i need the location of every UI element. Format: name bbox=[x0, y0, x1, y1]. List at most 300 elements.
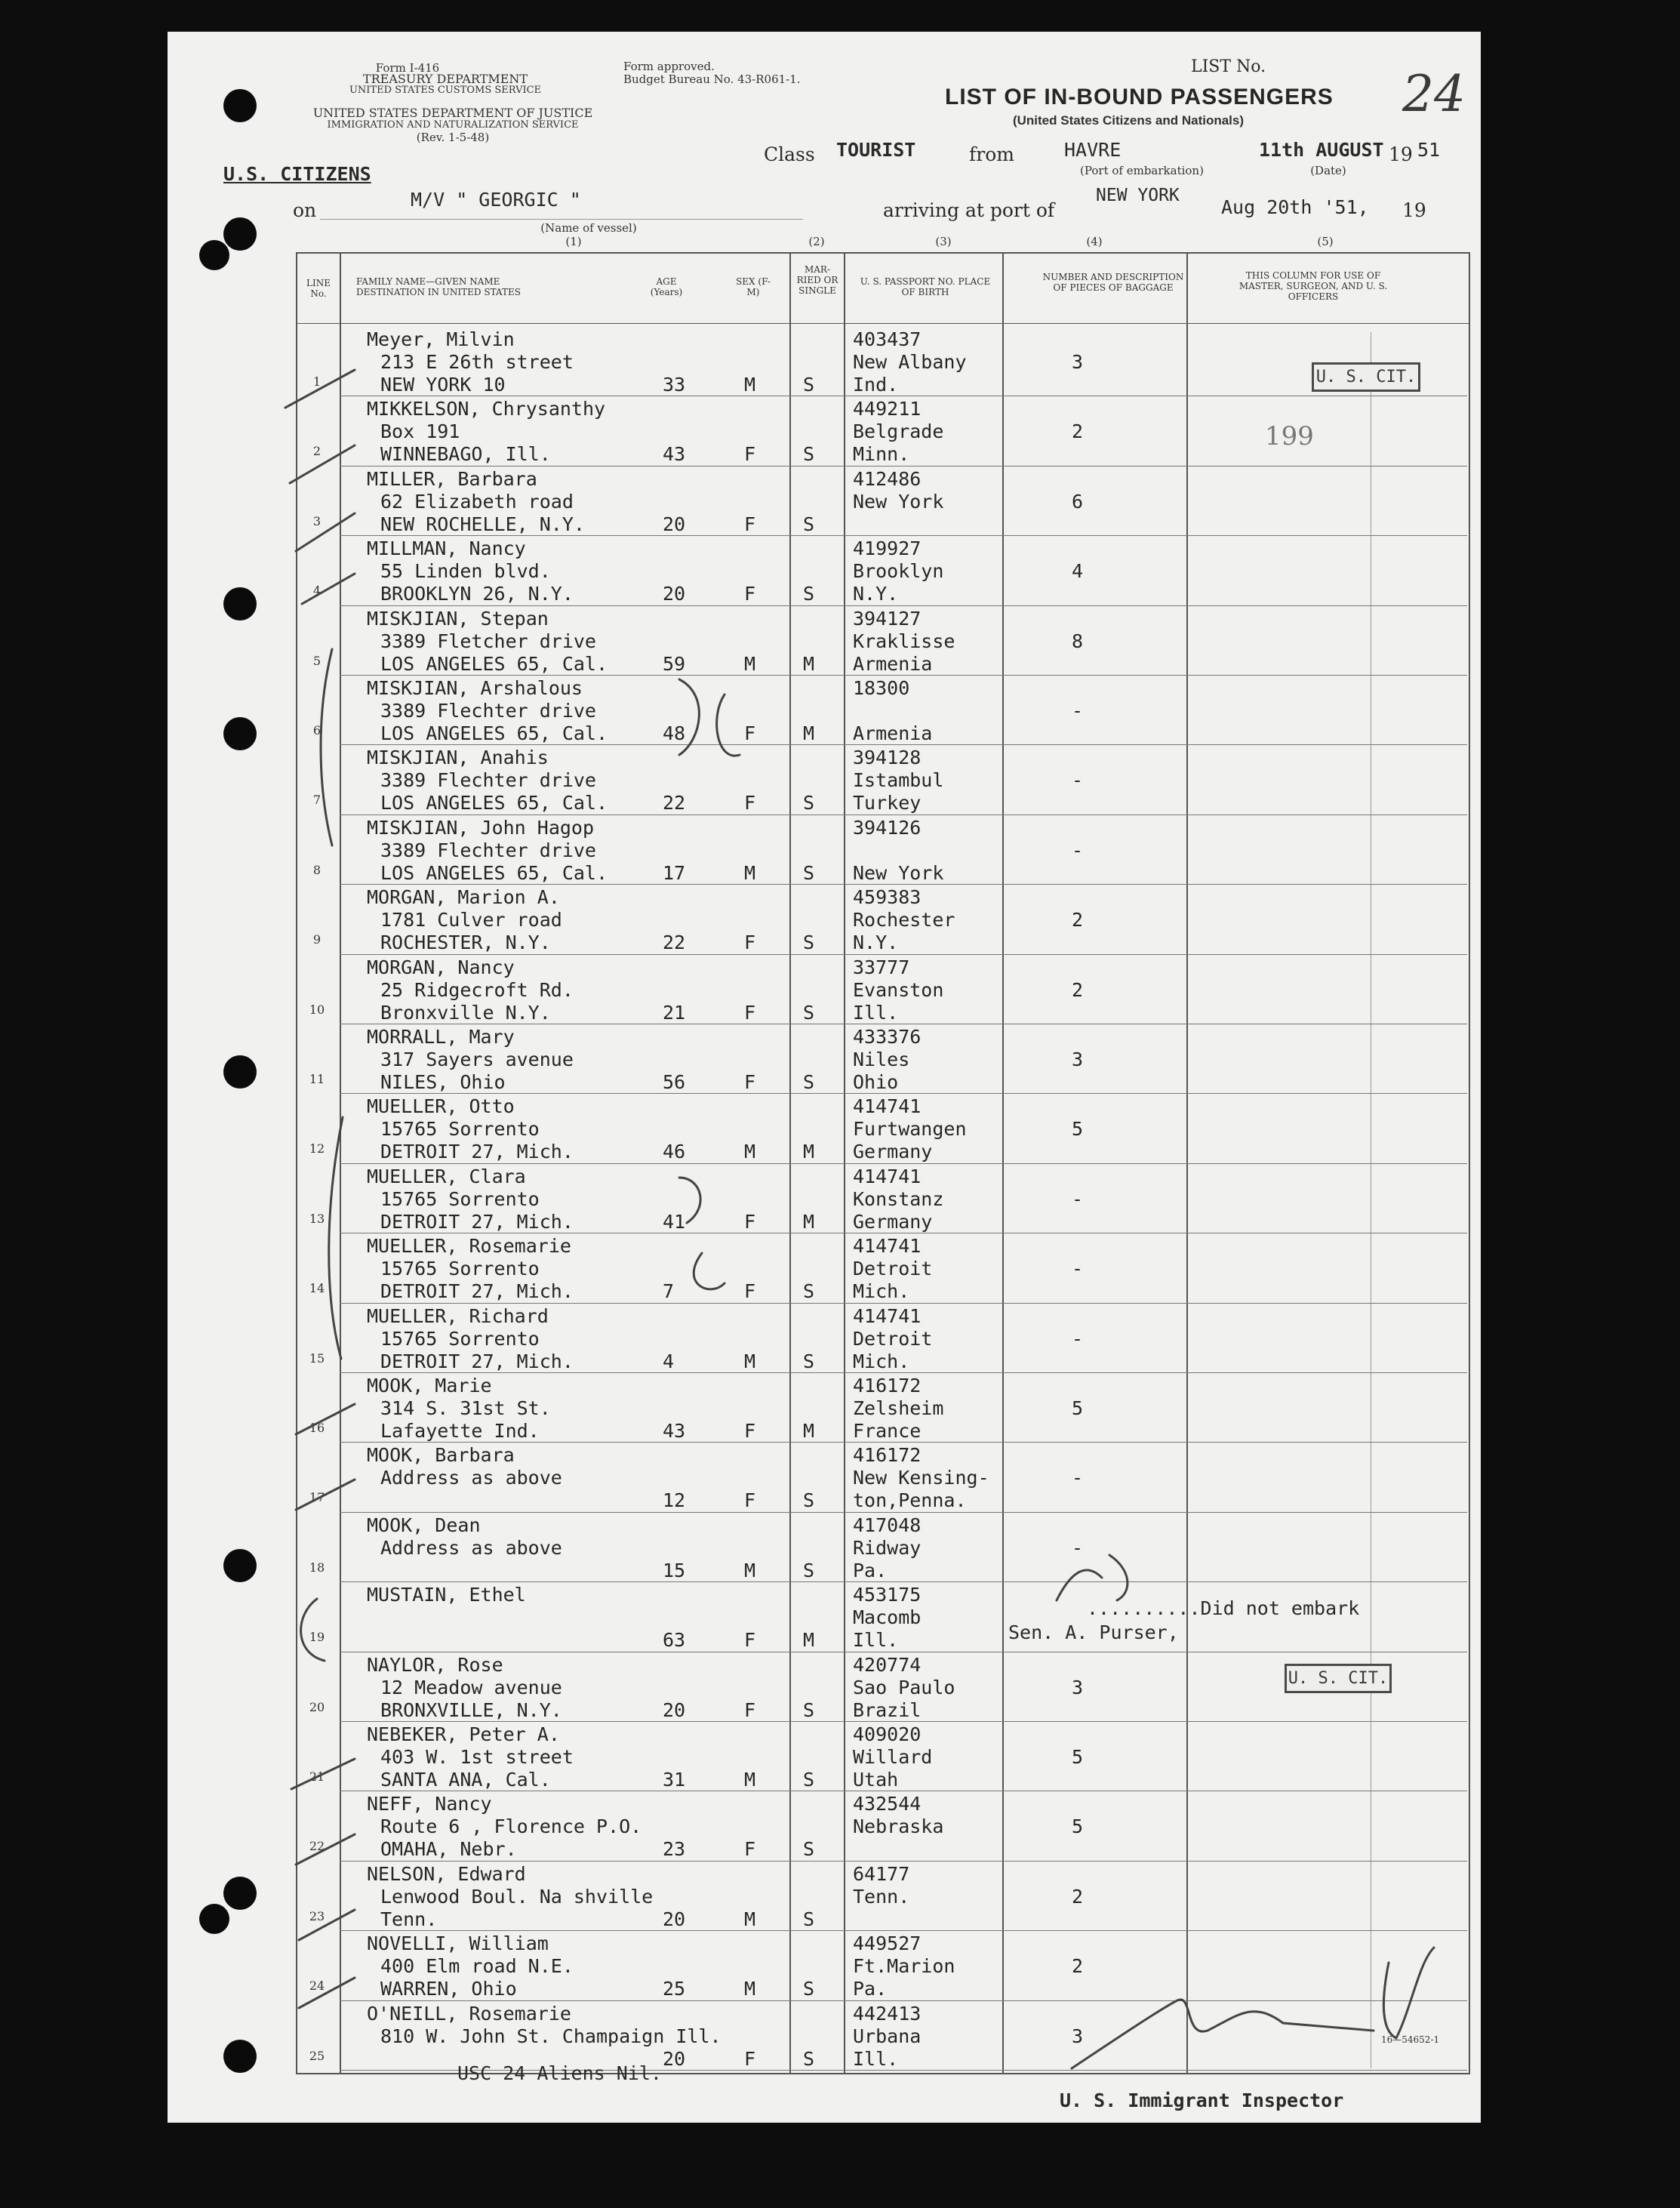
line-number: 5 bbox=[312, 653, 322, 668]
line-number: 16 bbox=[309, 1421, 325, 1435]
passport-number: 414741 bbox=[853, 1304, 922, 1327]
passport-number: 403437 bbox=[853, 328, 922, 350]
birthplace-line-1: New Albany bbox=[853, 351, 967, 373]
sex: F bbox=[744, 583, 756, 605]
age: 12 bbox=[663, 1489, 686, 1512]
birthplace-line-1: Istambul bbox=[853, 769, 944, 792]
birthplace-line-1: Tenn. bbox=[853, 1885, 910, 1908]
revision: (Rev. 1-5-48) bbox=[416, 131, 490, 144]
birthplace-line-2: Minn. bbox=[853, 443, 910, 466]
passport-number: 416172 bbox=[853, 1375, 922, 1397]
passenger-name: O'NEILL, Rosemarie bbox=[367, 2002, 571, 2025]
address-line-2: BRONXVILLE, N.Y. bbox=[380, 1698, 562, 1721]
marital-status: S bbox=[803, 1001, 815, 1024]
line-number: 1 bbox=[312, 374, 322, 389]
passport-number: 394127 bbox=[853, 607, 922, 630]
passport-number: 64177 bbox=[853, 1862, 910, 1885]
marital-status: S bbox=[803, 1769, 815, 1791]
passenger-name: MIKKELSON, Chrysanthy bbox=[367, 398, 606, 420]
passport-number: 414741 bbox=[853, 1235, 922, 1258]
sex: F bbox=[744, 1420, 756, 1442]
address-line-2: NEW YORK 10 bbox=[380, 374, 506, 396]
passport-number: 412486 bbox=[853, 467, 922, 490]
year-value: 51 bbox=[1417, 139, 1441, 161]
tick-mark bbox=[296, 513, 355, 551]
address-line-2: LOS ANGELES 65, Cal. bbox=[380, 861, 608, 884]
baggage-count: 5 bbox=[1072, 1118, 1084, 1141]
baggage-count: - bbox=[1072, 1536, 1084, 1559]
line-number: 23 bbox=[309, 1908, 325, 1923]
address-line-1: Route 6 , Florence P.O. bbox=[380, 1815, 642, 1838]
line-number: 18 bbox=[309, 1560, 325, 1575]
bracket-mark bbox=[329, 1117, 343, 1359]
birthplace-line-2: Ohio bbox=[853, 1071, 899, 1093]
address-line-1: Address as above bbox=[380, 1467, 562, 1489]
age: 31 bbox=[663, 1769, 686, 1791]
baggage-count: 5 bbox=[1072, 1397, 1084, 1419]
baggage-count: 6 bbox=[1072, 490, 1084, 513]
initials bbox=[1057, 1555, 1128, 1600]
baggage-count: 3 bbox=[1072, 351, 1084, 373]
us-citizen-stamp: U. S. CIT. bbox=[1312, 362, 1420, 392]
age: 33 bbox=[663, 374, 686, 396]
marital-status: M bbox=[803, 1141, 815, 1163]
us-citizen-stamp: U. S. CIT. bbox=[1285, 1664, 1392, 1693]
passenger-name: NAYLOR, Rose bbox=[367, 1653, 503, 1676]
birthplace-line-1: Willard bbox=[853, 1746, 933, 1768]
page-title: LIST OF IN-BOUND PASSENGERS bbox=[945, 85, 1334, 109]
sex: F bbox=[744, 792, 756, 815]
passport-number: 419927 bbox=[853, 537, 922, 560]
line-number: 22 bbox=[309, 1839, 325, 1854]
passport-number: 442413 bbox=[853, 2002, 922, 2025]
sex: F bbox=[744, 1001, 756, 1024]
baggage-count: 2 bbox=[1072, 1885, 1084, 1908]
ins-service: IMMIGRATION AND NATURALIZATION SERVICE bbox=[327, 119, 579, 131]
passenger-name: MISKJIAN, Arshalous bbox=[367, 677, 583, 699]
passenger-name: MOOK, Marie bbox=[367, 1375, 492, 1397]
passport-number: 416172 bbox=[853, 1444, 922, 1467]
from-label: from bbox=[969, 143, 1014, 165]
passenger-name: MOOK, Dean bbox=[367, 1514, 481, 1536]
address-line-2: WARREN, Ohio bbox=[380, 1978, 517, 2000]
marital-status: M bbox=[803, 1629, 815, 1652]
col-sex: SEX (F-M) bbox=[736, 276, 771, 297]
address-line-1: 3389 Fletcher drive bbox=[380, 630, 596, 652]
address-line-2: LOS ANGELES 65, Cal. bbox=[380, 722, 608, 744]
baggage-count: 5 bbox=[1072, 1815, 1084, 1838]
tick-mark bbox=[290, 445, 355, 483]
embark-date: 11th AUGUST bbox=[1259, 139, 1384, 161]
age: 17 bbox=[663, 861, 686, 884]
age: 20 bbox=[663, 513, 686, 535]
form-code: 16—54652-1 bbox=[1381, 2034, 1440, 2045]
bracket-mark bbox=[321, 649, 332, 845]
age: 56 bbox=[663, 1071, 686, 1093]
customs-service: UNITED STATES CUSTOMS SERVICE bbox=[349, 85, 542, 96]
birthplace-line-2: Armenia bbox=[853, 722, 933, 744]
address-line-1: 317 Sayers avenue bbox=[380, 1049, 574, 1070]
passport-number: 409020 bbox=[853, 1723, 922, 1745]
baggage-count: - bbox=[1072, 1258, 1084, 1280]
marital-status: M bbox=[803, 1210, 815, 1233]
birthplace-line-1: New York bbox=[853, 490, 944, 513]
birthplace-line-1: Niles bbox=[853, 1049, 910, 1070]
signature bbox=[1072, 2000, 1374, 2068]
list-number-value: 24 bbox=[1402, 65, 1466, 123]
line-number: 8 bbox=[312, 862, 322, 877]
arrival-date: Aug 20th '51, bbox=[1221, 196, 1369, 218]
passenger-name: MISKJIAN, Stepan bbox=[367, 607, 549, 630]
baggage-count: - bbox=[1072, 839, 1084, 861]
tick-mark bbox=[299, 1978, 355, 2008]
birthplace-line-1: Rochester bbox=[853, 909, 955, 932]
line-number: 21 bbox=[309, 1769, 325, 1784]
circle-mark bbox=[301, 1599, 325, 1661]
passenger-name: NEBEKER, Peter A. bbox=[367, 1723, 560, 1745]
sex: F bbox=[744, 1629, 756, 1652]
birthplace-line-1: Detroit bbox=[853, 1327, 933, 1350]
baggage-count: 2 bbox=[1072, 978, 1084, 1001]
line-number: 13 bbox=[309, 1211, 325, 1226]
address-line-1: 3389 Flechter drive bbox=[380, 839, 596, 861]
birthplace-line-1: Konstanz bbox=[853, 1187, 944, 1210]
passport-number: 394126 bbox=[853, 816, 922, 839]
birthplace-line-2: Mich. bbox=[853, 1350, 910, 1372]
address-line-2: Bronxville N.Y. bbox=[380, 1001, 551, 1024]
address-line-1: 314 S. 31st St. bbox=[380, 1397, 551, 1419]
col-baggage: NUMBER AND DESCRIPTION OF PIECES OF BAGGAGE bbox=[1042, 272, 1184, 293]
age: 20 bbox=[663, 1698, 686, 1721]
birthplace-line-2: France bbox=[853, 1420, 922, 1442]
passport-number: 33777 bbox=[853, 956, 910, 978]
marital-status: S bbox=[803, 583, 815, 605]
address-line-1: 400 Elm road N.E. bbox=[380, 1955, 574, 1978]
birthplace-line-2: N.Y. bbox=[853, 932, 899, 954]
sex: F bbox=[744, 1210, 756, 1233]
birthplace-line-2: Pa. bbox=[853, 1559, 888, 1581]
address-line-1: 15765 Sorrento bbox=[380, 1258, 540, 1280]
passport-number: 414741 bbox=[853, 1095, 922, 1118]
baggage-count: 8 bbox=[1072, 630, 1084, 652]
address-line-1: 810 W. John St. Champaign Ill. bbox=[380, 2025, 722, 2047]
on-label: on bbox=[293, 199, 317, 221]
birthplace-line-1: Kraklisse bbox=[853, 630, 955, 652]
marital-status: S bbox=[803, 1350, 815, 1372]
footer-totals: USC 24 Aliens Nil. bbox=[457, 2062, 662, 2084]
justice-dept: UNITED STATES DEPARTMENT OF JUSTICE bbox=[312, 106, 593, 120]
sex: F bbox=[744, 1489, 756, 1512]
passenger-name: MUELLER, Rosemarie bbox=[367, 1235, 571, 1258]
baggage-count: 3 bbox=[1072, 2025, 1084, 2047]
col-5-num: (5) bbox=[1317, 235, 1334, 248]
passport-number: 459383 bbox=[853, 886, 922, 909]
sex: F bbox=[744, 1280, 756, 1303]
address-line-2: DETROIT 27, Mich. bbox=[380, 1350, 574, 1372]
birthplace-line-1: Zelsheim bbox=[853, 1397, 944, 1419]
age: 48 bbox=[663, 722, 686, 744]
col-1-num: (1) bbox=[565, 235, 582, 248]
passenger-name: NELSON, Edward bbox=[367, 1862, 526, 1885]
passport-number: 18300 bbox=[853, 677, 910, 699]
sex: F bbox=[744, 2047, 756, 2070]
address-line-2: DETROIT 27, Mich. bbox=[380, 1210, 574, 1233]
line-number: 11 bbox=[309, 1072, 325, 1086]
birthplace-line-1: Ridway bbox=[853, 1536, 922, 1559]
baggage-count: 3 bbox=[1072, 1676, 1084, 1698]
age: 41 bbox=[663, 1210, 686, 1233]
list-number-label: LIST No. bbox=[1191, 57, 1266, 76]
page-subtitle: (United States Citizens and Nationals) bbox=[1012, 113, 1245, 128]
line-number: 2 bbox=[312, 444, 322, 459]
did-not-embark-note: ..........Did not embark bbox=[1087, 1597, 1360, 1619]
tick-mark bbox=[296, 1480, 355, 1510]
birthplace-line-2: Germany bbox=[853, 1210, 933, 1233]
baggage-count: 5 bbox=[1072, 1746, 1084, 1768]
line-number: 14 bbox=[309, 1281, 325, 1296]
baggage-count: - bbox=[1072, 769, 1084, 792]
birthplace-line-1: Detroit bbox=[853, 1258, 933, 1280]
col-officers: THIS COLUMN FOR USE OF MASTER, SURGEON, AND U. S. OFFICERS bbox=[1238, 270, 1388, 302]
address-line-2: Lafayette Ind. bbox=[380, 1420, 540, 1442]
line-number: 6 bbox=[312, 723, 322, 738]
sex: M bbox=[744, 374, 756, 396]
address-line-1: 55 Linden blvd. bbox=[380, 560, 551, 583]
baggage-count: 4 bbox=[1072, 560, 1084, 583]
baggage-count: 2 bbox=[1072, 909, 1084, 932]
marital-status: S bbox=[803, 1071, 815, 1093]
line-number: 20 bbox=[309, 1699, 325, 1714]
arrival-port: NEW YORK bbox=[1096, 186, 1180, 205]
birthplace-line-1: Brooklyn bbox=[853, 560, 944, 583]
age: 20 bbox=[663, 1908, 686, 1930]
sex: M bbox=[744, 1141, 756, 1163]
line-number: 9 bbox=[312, 932, 322, 947]
marital-status: M bbox=[803, 652, 815, 675]
class-value: TOURIST bbox=[836, 139, 916, 161]
address-line-1: 3389 Flechter drive bbox=[380, 700, 596, 722]
tick-mark bbox=[299, 1910, 355, 1940]
marital-status: S bbox=[803, 1908, 815, 1930]
passenger-name: MORGAN, Marion A. bbox=[367, 886, 560, 909]
sex: F bbox=[744, 1698, 756, 1721]
marital-status: S bbox=[803, 1978, 815, 2000]
address-line-2: DETROIT 27, Mich. bbox=[380, 1280, 574, 1303]
baggage-count: - bbox=[1072, 1467, 1084, 1489]
line-number: 25 bbox=[309, 2048, 325, 2063]
marital-status: M bbox=[803, 1420, 815, 1442]
form-approved: Form approved. bbox=[623, 60, 715, 73]
passenger-name: Meyer, Milvin bbox=[367, 328, 515, 350]
signature bbox=[1383, 1948, 1434, 2038]
address-line-2: OMAHA, Nebr. bbox=[380, 1838, 517, 1861]
birthplace-line-2: Pa. bbox=[853, 1978, 888, 2000]
line-number: 3 bbox=[312, 513, 322, 528]
sex: F bbox=[744, 722, 756, 744]
passport-number: 394128 bbox=[853, 747, 922, 769]
birthplace-line-2: Germany bbox=[853, 1141, 933, 1163]
address-line-2: BROOKLYN 26, N.Y. bbox=[380, 583, 574, 605]
passenger-name: MUELLER, Clara bbox=[367, 1165, 526, 1187]
col-4-num: (4) bbox=[1086, 235, 1103, 248]
address-line-2: Tenn. bbox=[380, 1908, 438, 1930]
line-number: 7 bbox=[312, 793, 322, 808]
age: 20 bbox=[663, 2047, 686, 2070]
address-line-2: ROCHESTER, N.Y. bbox=[380, 932, 551, 954]
passenger-name: MISKJIAN, John Hagop bbox=[367, 816, 595, 839]
passport-number: 417048 bbox=[853, 1514, 922, 1536]
address-line-2: NILES, Ohio bbox=[380, 1071, 506, 1093]
age: 21 bbox=[663, 1001, 686, 1024]
birthplace-line-1: Belgrade bbox=[853, 420, 944, 443]
passport-number: 449211 bbox=[853, 398, 922, 420]
passenger-name: MUELLER, Otto bbox=[367, 1095, 515, 1118]
passport-number: 432544 bbox=[853, 1793, 922, 1815]
birthplace-line-1: Nebraska bbox=[853, 1815, 944, 1838]
address-line-1: 15765 Sorrento bbox=[380, 1327, 540, 1350]
address-line-2: SANTA ANA, Cal. bbox=[380, 1769, 551, 1791]
senior-purser-note: Sen. A. Purser, bbox=[1008, 1621, 1179, 1643]
birthplace-line-2: Utah bbox=[853, 1769, 899, 1791]
col-name-destination: FAMILY NAME—GIVEN NAME DESTINATION IN UNITED STATES bbox=[356, 276, 521, 297]
marital-status: S bbox=[803, 513, 815, 535]
budget-bureau: Budget Bureau No. 43-R061-1. bbox=[623, 72, 801, 86]
marital-status: S bbox=[803, 374, 815, 396]
age: 4 bbox=[663, 1350, 675, 1372]
age: 23 bbox=[663, 1838, 686, 1861]
vessel-name: M/V " GEORGIC " bbox=[411, 189, 581, 211]
birthplace-line-1: New Kensing- bbox=[853, 1467, 989, 1489]
tick-mark bbox=[302, 574, 355, 604]
arriving-label: arriving at port of bbox=[883, 199, 1055, 221]
col-3-num: (3) bbox=[935, 235, 952, 248]
sex: M bbox=[744, 1769, 756, 1791]
line-number: 4 bbox=[312, 584, 322, 599]
sex: F bbox=[744, 932, 756, 954]
birthplace-line-2: ton,Penna. bbox=[853, 1489, 967, 1512]
line-number: 24 bbox=[309, 1979, 325, 1994]
age: 20 bbox=[663, 583, 686, 605]
baggage-count: 3 bbox=[1072, 1049, 1084, 1070]
age: 63 bbox=[663, 1629, 686, 1652]
count-199: 199 bbox=[1265, 421, 1314, 451]
marital-status: S bbox=[803, 1698, 815, 1721]
vessel-note: (Name of vessel) bbox=[540, 221, 637, 235]
age: 22 bbox=[663, 792, 686, 815]
passenger-name: MUELLER, Richard bbox=[367, 1304, 549, 1327]
address-line-2: LOS ANGELES 65, Cal. bbox=[380, 652, 608, 675]
arrival-year-prefix: 19 bbox=[1402, 199, 1426, 221]
address-line-1: 15765 Sorrento bbox=[380, 1118, 540, 1141]
passenger-name: MOOK, Barbara bbox=[367, 1444, 515, 1467]
passenger-name: MUSTAIN, Ethel bbox=[367, 1584, 526, 1606]
birthplace-line-2: N.Y. bbox=[853, 583, 899, 605]
passport-number: 414741 bbox=[853, 1165, 922, 1187]
birthplace-line-2: Mich. bbox=[853, 1280, 910, 1303]
col-passport: U. S. PASSPORT NO. PLACE OF BIRTH bbox=[860, 276, 991, 297]
year-prefix: 19 bbox=[1389, 143, 1413, 165]
address-line-1: Address as above bbox=[380, 1536, 562, 1559]
address-line-1: 1781 Culver road bbox=[380, 909, 562, 932]
passport-number: 433376 bbox=[853, 1026, 922, 1048]
passenger-name: NOVELLI, William bbox=[367, 1932, 549, 1955]
marital-status: S bbox=[803, 2047, 815, 2070]
passenger-name: MILLER, Barbara bbox=[367, 467, 537, 490]
tick-mark bbox=[291, 1759, 355, 1789]
sex: M bbox=[744, 861, 756, 884]
address-line-1: Box 191 bbox=[380, 420, 460, 443]
tick-mark bbox=[285, 370, 355, 408]
address-line-1: 213 E 26th street bbox=[380, 351, 574, 373]
marital-status: S bbox=[803, 1838, 815, 1861]
marital-status: S bbox=[803, 861, 815, 884]
address-line-1: 403 W. 1st street bbox=[380, 1746, 574, 1768]
marital-status: M bbox=[803, 722, 815, 744]
marital-status: S bbox=[803, 792, 815, 815]
birthplace-line-2: Brazil bbox=[853, 1698, 922, 1721]
passenger-name: NEFF, Nancy bbox=[367, 1793, 492, 1815]
col-married: MAR-RIED OR SINGLE bbox=[796, 264, 838, 296]
form-number: Form I-416 bbox=[375, 61, 440, 75]
baggage-count: - bbox=[1072, 700, 1084, 722]
birthplace-line-1: Macomb bbox=[853, 1606, 922, 1629]
sex: M bbox=[744, 652, 756, 675]
col-age: AGE (Years) bbox=[650, 276, 683, 297]
sex: F bbox=[744, 513, 756, 535]
marital-status: S bbox=[803, 443, 815, 466]
passport-number: 453175 bbox=[853, 1584, 922, 1606]
sex: M bbox=[744, 1978, 756, 2000]
address-line-2: NEW ROCHELLE, N.Y. bbox=[380, 513, 585, 535]
embark-port: HAVRE bbox=[1064, 139, 1122, 161]
birthplace-line-1: Evanston bbox=[853, 978, 944, 1001]
age: 15 bbox=[663, 1559, 686, 1581]
age: 43 bbox=[663, 443, 686, 466]
line-number: 12 bbox=[309, 1141, 325, 1156]
birthplace-line-1: Sao Paulo bbox=[853, 1676, 955, 1698]
tick-mark bbox=[296, 1834, 355, 1865]
address-line-1: 15765 Sorrento bbox=[380, 1187, 540, 1210]
inspector-label: U. S. Immigrant Inspector bbox=[1060, 2089, 1344, 2111]
date-note: (Date) bbox=[1310, 164, 1346, 177]
address-line-2: WINNEBAGO, Ill. bbox=[380, 443, 551, 466]
marital-status: S bbox=[803, 932, 815, 954]
baggage-count: - bbox=[1072, 1327, 1084, 1350]
age: 22 bbox=[663, 932, 686, 954]
passenger-name: MORRALL, Mary bbox=[367, 1026, 515, 1048]
us-citizens-label: U.S. CITIZENS bbox=[223, 163, 371, 185]
birthplace-line-2: Ill. bbox=[853, 1001, 899, 1024]
baggage-count: - bbox=[1072, 1187, 1084, 1210]
passport-number: 420774 bbox=[853, 1653, 922, 1676]
address-line-1: 3389 Flechter drive bbox=[380, 769, 596, 792]
birthplace-line-2: New York bbox=[853, 861, 944, 884]
class-label: Class bbox=[764, 143, 815, 165]
address-line-1: 12 Meadow avenue bbox=[380, 1676, 562, 1698]
birthplace-line-1: Ft.Marion bbox=[853, 1955, 955, 1978]
line-number: 10 bbox=[309, 1002, 325, 1017]
age: 43 bbox=[663, 1420, 686, 1442]
marital-status: S bbox=[803, 1559, 815, 1581]
initials bbox=[679, 679, 740, 756]
baggage-count: 2 bbox=[1072, 420, 1084, 443]
address-line-2: DETROIT 27, Mich. bbox=[380, 1141, 574, 1163]
passenger-name: MISKJIAN, Anahis bbox=[367, 747, 549, 769]
age: 7 bbox=[663, 1280, 675, 1303]
col-line-no: LINE No. bbox=[306, 278, 331, 299]
sex: M bbox=[744, 1350, 756, 1372]
line-number: 15 bbox=[309, 1350, 325, 1366]
